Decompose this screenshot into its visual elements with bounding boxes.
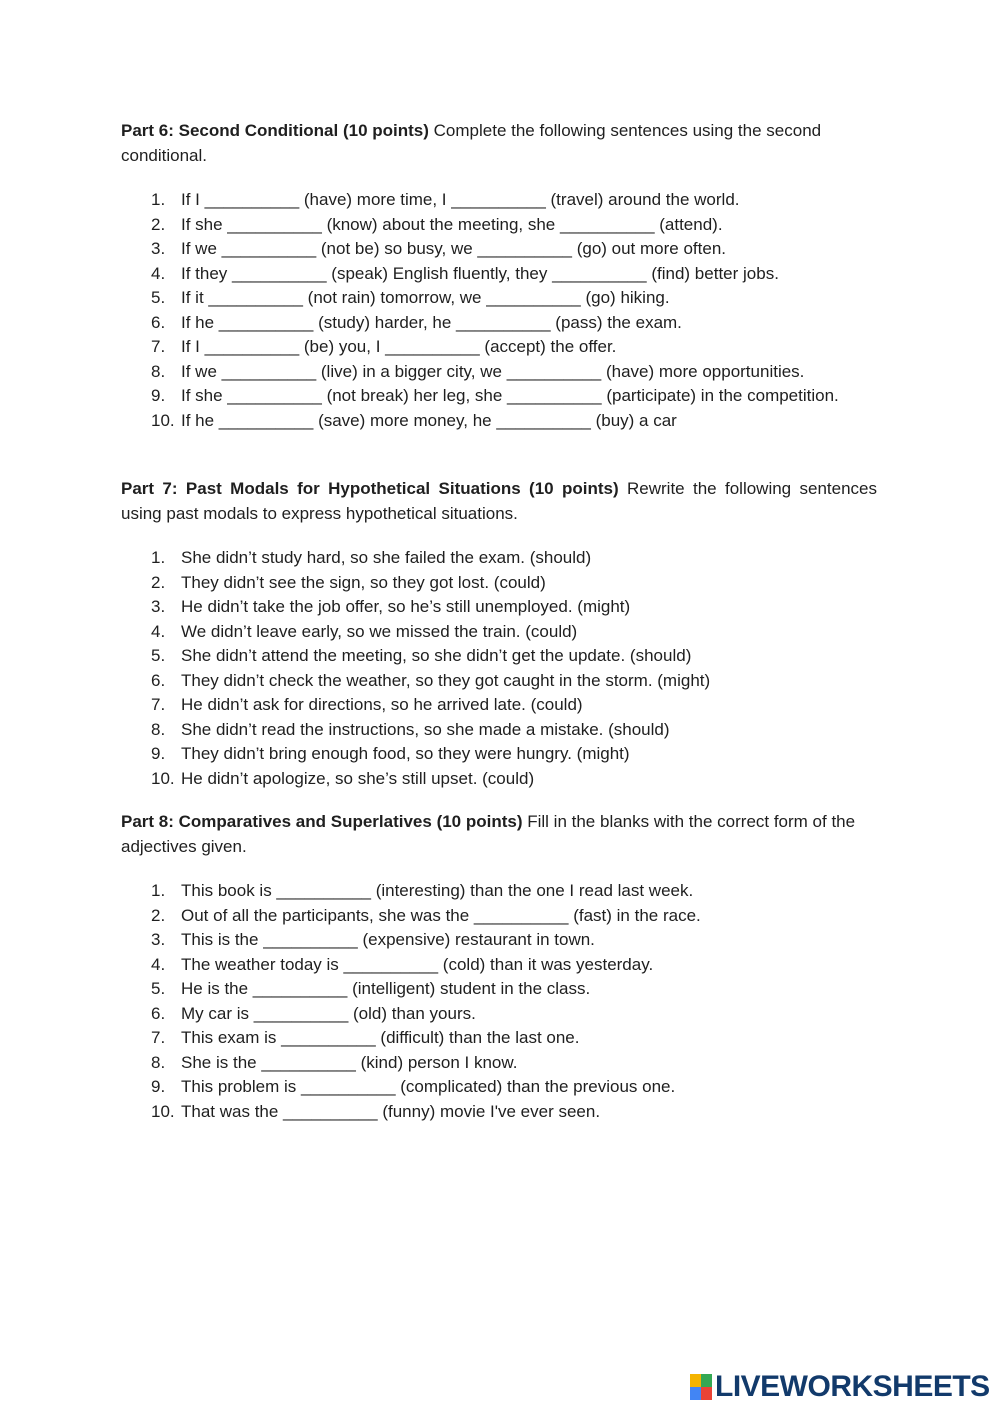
list-item [121,286,877,311]
item-number: 6. [151,1003,166,1023]
item-number: 5. [151,288,166,307]
item-text: They didn’t see the sign, so they got lost. (could) [181,572,546,592]
item-number: 4. [151,263,166,283]
item-text: The weather today is __________ (cold) than it was yesterday. [181,954,654,974]
item-text: She didn’t attend the meeting, so she didn’t get the update. (should) [181,646,692,665]
item-number: 8. [151,361,166,381]
part-6-section [121,119,877,433]
list-item [121,1051,877,1076]
item-number: 3. [151,239,166,258]
list-item [121,546,877,571]
list-item [121,742,877,767]
liveworksheets-logo-icon [690,1374,712,1400]
list-item [121,409,877,434]
logo-square-green [701,1374,712,1387]
item-text: If it __________ (not rain) tomorrow, we __________ (go) hiking. [181,288,670,307]
item-number: 10. [151,1101,175,1121]
item-number: 8. [151,719,166,739]
part-6-instruction: Complete the following sentences using the second conditional. [121,121,822,165]
part-7-title: Part 7: Past Modals for Hypothetical Situations (10 points) [121,479,619,498]
list-item [121,237,877,262]
item-text: This problem is __________ (complicated) than the previous one. [181,1077,676,1096]
part-6-title: Part 6: Second Conditional (10 points) [121,121,429,140]
list-item [121,953,877,978]
item-text: This is the __________ (expensive) restaurant in town. [181,930,595,949]
list-item [121,767,877,792]
item-text: He didn’t ask for directions, so he arrived late. (could) [181,695,583,714]
list-item [121,644,877,669]
item-number: 1. [151,190,166,209]
item-text: Out of all the participants, she was the __________ (fast) in the race. [181,905,701,925]
item-text: If she __________ (not break) her leg, she __________ (participate) in the competition. [181,386,839,405]
item-number: 7. [151,337,166,356]
list-item [121,360,877,385]
part-7-section [121,477,877,791]
item-text: If I __________ (be) you, I __________ (accept) the offer. [181,337,617,356]
list-item [121,669,877,694]
logo-square-red [701,1387,712,1400]
item-text: If we __________ (not be) so busy, we __________ (go) out more often. [181,239,726,258]
item-text: She didn’t study hard, so she failed the exam. (should) [181,548,592,567]
item-text: My car is __________ (old) than yours. [181,1003,476,1023]
list-item [121,595,877,620]
item-number: 9. [151,386,166,405]
item-text: If she __________ (know) about the meeting, she __________ (attend). [181,214,723,234]
item-text: They didn’t bring enough food, so they were hungry. (might) [181,744,630,763]
part-8-list [121,879,877,1124]
logo-square-yellow [690,1374,701,1387]
item-number: 9. [151,744,166,763]
item-number: 4. [151,954,166,974]
part-7-instruction: Rewrite the following sentences using past modals to express hypothetical situations. [121,479,877,523]
part-8-title: Part 8: Comparatives and Superlatives (10 points) [121,812,523,831]
item-number: 2. [151,572,166,592]
item-text: We didn’t leave early, so we missed the train. (could) [181,621,578,641]
list-item [121,311,877,336]
part-8-section [121,810,877,1124]
list-item [121,904,877,929]
item-text: He didn’t take the job offer, so he’s still unemployed. (might) [181,597,631,616]
item-number: 4. [151,621,166,641]
item-text: This exam is __________ (difficult) than the last one. [181,1028,580,1047]
list-item [121,213,877,238]
item-number: 3. [151,930,166,949]
item-text: He is the __________ (intelligent) student in the class. [181,979,591,998]
list-item [121,571,877,596]
list-item [121,384,877,409]
logo-text: LIVEWORKSHEETS [715,1370,990,1403]
item-number: 5. [151,646,166,665]
item-text: She is the __________ (kind) person I know. [181,1052,518,1072]
item-number: 7. [151,695,166,714]
item-number: 3. [151,597,166,616]
item-text: He didn’t apologize, so she’s still upset. (could) [181,768,535,788]
list-item [121,977,877,1002]
logo-square-blue [690,1387,701,1400]
list-item [121,620,877,645]
item-number: 8. [151,1052,166,1072]
list-item [121,928,877,953]
list-item [121,188,877,213]
part-6-list [121,188,877,433]
part-7-heading [121,477,877,526]
part-7-list [121,546,877,791]
item-number: 10. [151,410,175,430]
list-item [121,262,877,287]
item-text: They didn’t check the weather, so they got caught in the storm. (might) [181,670,711,690]
item-number: 7. [151,1028,166,1047]
item-text: That was the __________ (funny) movie I've ever seen. [181,1101,601,1121]
list-item [121,718,877,743]
list-item [121,1075,877,1100]
item-text: If we __________ (live) in a bigger city, we __________ (have) more opportunities. [181,361,805,381]
item-number: 5. [151,979,166,998]
list-item [121,693,877,718]
item-text: If he __________ (study) harder, he __________ (pass) the exam. [181,312,682,332]
item-number: 10. [151,768,175,788]
part-8-heading [121,810,877,859]
item-number: 9. [151,1077,166,1096]
list-item [121,1002,877,1027]
list-item [121,1026,877,1051]
list-item [121,335,877,360]
part-6-heading [121,119,877,168]
item-text: If they __________ (speak) English fluently, they __________ (find) better jobs. [181,263,779,283]
item-text: If he __________ (save) more money, he __________ (buy) a car [181,410,677,430]
part-8-instruction: Fill in the blanks with the correct form of the adjectives given. [121,812,856,856]
item-number: 6. [151,312,166,332]
item-text: She didn’t read the instructions, so she made a mistake. (should) [181,719,670,739]
item-number: 1. [151,548,166,567]
item-number: 6. [151,670,166,690]
item-number: 2. [151,905,166,925]
liveworksheets-logo [690,1372,990,1402]
item-text: This book is __________ (interesting) than the one I read last week. [181,881,694,900]
item-number: 1. [151,881,166,900]
item-text: If I __________ (have) more time, I __________ (travel) around the world. [181,190,740,209]
list-item [121,879,877,904]
list-item [121,1100,877,1125]
item-number: 2. [151,214,166,234]
